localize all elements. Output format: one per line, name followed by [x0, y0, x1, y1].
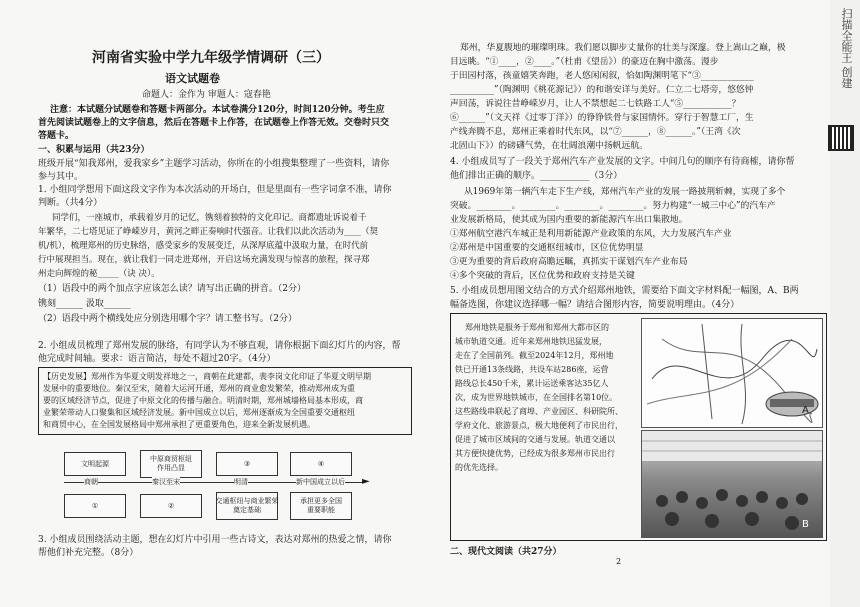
- metro-line-9: 促进了城市区域间的交通与发展。轨道交通以: [455, 435, 615, 444]
- right-page: [430, 0, 830, 607]
- timeline-bottom-1[interactable]: ①: [64, 494, 126, 518]
- metro-map-icon: [642, 319, 822, 427]
- history-text-box: [38, 367, 412, 435]
- question-4-line-2[interactable]: 他们排出正确的顺序。___________（3分）: [450, 171, 623, 181]
- timeline-bottom-2[interactable]: ②: [140, 494, 202, 518]
- metro-line-10: 其方便快捷优势，已经成为很多郑州市民出行: [455, 449, 615, 458]
- metro-crowd-image-b[interactable]: [641, 430, 823, 538]
- passage-line-5: 州走向辉煌的秘_____（诀 决）。: [38, 269, 160, 279]
- question-5-line-1: 5. 小组成员想用图文结合的方式介绍郑州地铁，需要给下面文字材料配一幅图，A、B两: [450, 286, 799, 296]
- option-3: ③更为重要的背后政府高瞻远瞩，真抓实干谋划汽车产业布局: [450, 257, 688, 267]
- intro-line-2: 参与其中。: [38, 172, 84, 182]
- metro-map-image-a[interactable]: [641, 318, 823, 428]
- timeline-bottom-3: 交通枢纽与商业繁荣 奠定基础: [216, 492, 278, 520]
- timeline-era-2: 秦汉至宋: [152, 478, 180, 486]
- passage-line-1: 同学们，一座城市，承载着岁月的记忆，镌刻着独特的文化印记。商都遗址诉说着千: [52, 213, 367, 223]
- timeline-top-2: 中原商贸枢纽 作用凸显: [140, 450, 202, 478]
- question-3-line-1: 3. 小组成员围绕活动主题，想在幻灯片中引用一些古诗文，表达对郑州的热爱之情，请你: [38, 535, 392, 545]
- authors: 命题人：金作为 审题人：寇春艳: [142, 90, 271, 100]
- timeline-era-1: 商朝: [84, 478, 98, 486]
- metro-line-4: 铁已开通13条线路，共设车站286座，运营: [455, 365, 609, 374]
- question-1-sub-1: （1）语段中的两个加点字应该怎么读？请写出正确的拼音。（2分）: [38, 284, 306, 294]
- poem-line-5[interactable]: 声回荡，诉说往昔峥嵘岁月，让人不禁想起二七铁路工人“⑤___________？: [450, 99, 741, 109]
- car-line-1: 从1969年第一辆汽车走下生产线，郑州汽车产业的发展一路披荆斩棘，实现了多个: [464, 187, 786, 197]
- timeline-top-3[interactable]: ③: [216, 452, 278, 476]
- metro-line-7: 这些路线串联起了商埠、产业园区、科研院所、: [455, 407, 623, 416]
- poem-line-2[interactable]: 目远眺。“①____，②____。”（杜甫《望岳》）的豪迈在胸中激荡。漫步: [450, 57, 719, 67]
- poem-line-6[interactable]: ⑥______”（文天祥《过零丁洋》）的铮铮铁骨与家国情怀。穿行于智慧工厂，生: [450, 113, 754, 123]
- metro-line-1: 郑州地铁是服务于郑州和郑州大都市区的: [465, 323, 609, 332]
- history-line-1: 【历史发展】郑州作为华夏文明发祥地之一，商朝在此建都，裴李岗文化印证了华夏文明早期: [43, 372, 371, 381]
- poem-line-4[interactable]: __________”（陶渊明《桃花源记》）的和谐安详与美好。仁立二七塔旁，悠悠钟: [450, 85, 754, 95]
- passage-line-4: 行中展现担当。现在，就让我们一同走进郑州，开启这场充满发现与惊喜的旅程，探寻郑: [38, 255, 370, 265]
- question-2-line-1: 2. 小组成员梳理了郑州发展的脉络，有同学认为不够直观，请你根据下面幻灯片的内容，帮: [38, 341, 401, 351]
- car-line-3: 业发展新格局，使其成为国内重要的新能源汽车出口集散地。: [450, 215, 688, 225]
- passage-line-3: 机/机），梳理郑州的历史脉络，感受家乡的发展变迁，从深厚底蕴中汲取力量，在时代前: [38, 241, 369, 251]
- question-1-line-2: 判断。（共4分）: [38, 198, 103, 208]
- question-2-line-2: 他完成时间轴。要求：语言简洁，每处不超过20字。（4分）: [38, 354, 276, 364]
- history-line-3: 要的区域经济节点，促进了中原文化的传播与融合。明清时期，郑州城墙格局基本形成，商: [43, 396, 363, 405]
- question-1-sub-2: （2）语段中两个横线处应分别选用哪个字？请工整书写。（2分）: [38, 314, 297, 324]
- timeline-bottom-4: 承担更多全国 重要职能: [290, 492, 352, 520]
- poem-line-3[interactable]: 于田园村落，孩童嬉笑奔跑，老人悠闲闲叙，恰如陶渊明笔下“③____________: [450, 71, 754, 81]
- metro-line-5: 路线总长450千米，累计运送乘客达35亿人: [455, 379, 609, 388]
- metro-line-11: 的优先选择。: [455, 463, 503, 472]
- notice-line-3: 答题卡。: [38, 131, 75, 141]
- intro-line-1: 班级开展“知我郑州，爱我家乡”主题学习活动，你所在的小组搜集整理了一些资料，请你: [38, 159, 390, 169]
- history-line-5: 和商贸中心，在全国发展格局中郑州承担了更重要角色，迎来全新发展机遇。: [43, 420, 315, 429]
- exam-title: 河南省实验中学九年级学情调研（三）: [92, 50, 330, 66]
- car-line-2: 突破。________。________。________。________。努力构建“一城三中心”的汽车产: [450, 201, 776, 211]
- notice-line-1: 注意：本试题分试题卷和答题卡两部分。本试卷满分120分，时间120分钟。考生应: [50, 105, 385, 115]
- timeline-era-3: 明清: [234, 478, 248, 486]
- metro-line-2: 城市轨道交通。近年来郑州地铁迅猛发展，: [455, 337, 607, 346]
- metro-line-8: 学府文化、旅游景点，极大地便利了市民出行，: [455, 421, 623, 430]
- pinyin-blanks[interactable]: 镌刻______ 汲取______: [38, 299, 131, 309]
- section-heading-2: 二、现代文阅读（共27分）: [450, 547, 562, 557]
- metro-material-box: [450, 313, 827, 541]
- metro-line-6: 次，成为世界地铁城市，在全国排名第10位。: [455, 393, 618, 402]
- passage-line-2: 年繁华，二七塔见证了峥嵘岁月，黄河之畔正奏响时代强音。让我们以此次活动为____（契: [38, 227, 379, 237]
- poem-line-8: 北固山下》）的磅礴气势，在壮阔浪潮中扬帆远航。: [450, 141, 648, 151]
- poem-line-7[interactable]: 产线奔腾不息，郑州正乘着时代东风，以“⑦______，⑧______。”（王湾《次: [450, 127, 741, 137]
- timeline-top-1: 文明起源: [64, 452, 126, 476]
- scanner-watermark-bar: [830, 0, 860, 607]
- timeline-arrow-icon: ►: [362, 476, 370, 487]
- crowd-photo-icon: [642, 431, 822, 537]
- timeline-era-4: 新中国成立以后: [296, 478, 345, 486]
- image-a-label: A: [802, 405, 809, 416]
- scanner-watermark-text: 扫描全能王 创建: [840, 8, 853, 89]
- history-line-2: 发展中的重要地位。秦汉至宋，随着大运河开通，郑州的商业愈发繁荣，推动郑州成为重: [43, 384, 355, 393]
- notice-line-2: 首先阅读试题卷上的文字信息，然后在答题卡上作答，在试题卷上作答无效。交卷时只交: [38, 118, 390, 128]
- timeline-top-4[interactable]: ④: [290, 452, 352, 476]
- section-heading-1: 一、积累与运用（共23分）: [38, 145, 150, 155]
- question-4-line-1: 4. 小组成员写了一段关于郑州汽车产业发展的文字。中间几句的顺序有待商榷，请你帮: [450, 157, 795, 167]
- exam-subtitle: 语文试题卷: [165, 72, 220, 85]
- page-number: 2: [616, 557, 622, 566]
- image-b-label: B: [802, 519, 809, 530]
- option-2: ②郑州是中国重要的交通枢纽城市，区位优势明显: [450, 243, 644, 253]
- question-3-line-2: 帮他们补充完整。（8分）: [38, 548, 139, 558]
- metro-line-3: 走在了全国前列。截至2024年12月，郑州地: [455, 351, 614, 360]
- qr-code-icon[interactable]: [828, 125, 854, 151]
- question-1-line-1: 1. 小组同学想用下面这段文字作为本次活动的开场白，但是里面有一些字词拿不准，请你: [38, 185, 392, 195]
- history-line-4: 业繁荣带动人口聚集和区域经济发展。新中国成立以后，郑州逐渐成为全国重要交通枢纽: [43, 408, 355, 417]
- poem-line-1: 郑州，华夏腹地的璀璨明珠。我们愿以脚步丈量你的壮美与深邃。登上嵩山之巅，极: [460, 43, 786, 53]
- question-5-line-2: 幅备选图，你建议选择哪一幅？请结合图形内容，简要说明理由。（4分）: [450, 300, 740, 310]
- option-4: ④多个突破的背后，区位优势和政府支持是关键: [450, 271, 635, 281]
- option-1: ①郑州航空港汽车城正是利用新能源产业政策的东风，大力发展汽车产业: [450, 229, 732, 239]
